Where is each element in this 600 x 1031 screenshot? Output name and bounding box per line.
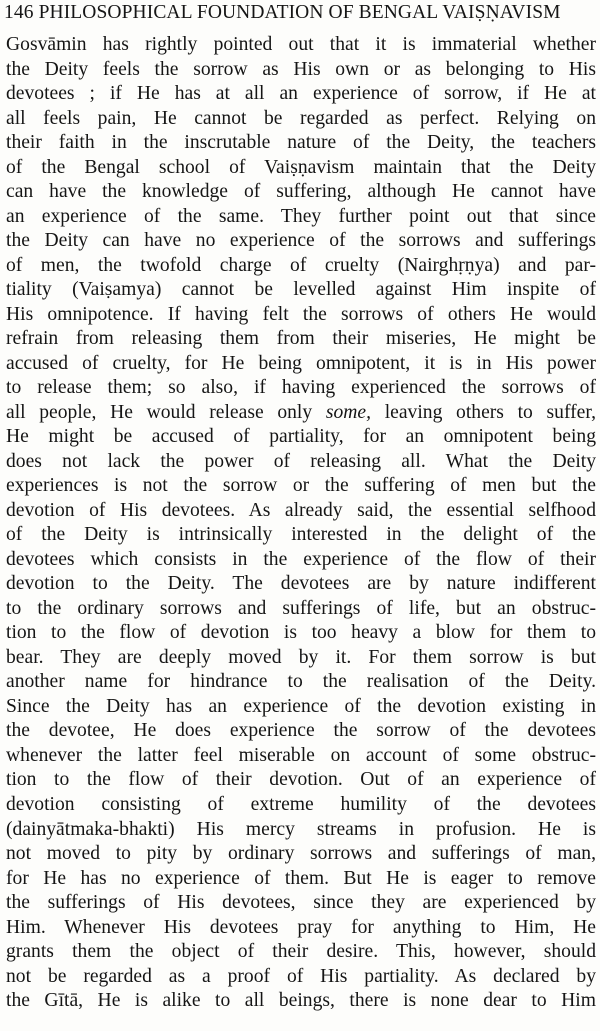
text-segment: tiality (Vaiṣamya) cannot be levelled against Him inspite of [6, 279, 596, 301]
text-line [6, 180, 596, 205]
text-line [6, 499, 596, 524]
text-segment: experiences is not the sorrow or the suffering of men but the [6, 475, 596, 497]
text-segment: whenever the latter feel miserable on account of some obstruc- [6, 744, 596, 766]
text-segment: Since the Deity has an experience of the devotion existing in [6, 695, 596, 717]
text-line [6, 695, 596, 720]
text-line [6, 818, 596, 843]
text-segment: devotees which consists in the experience of the flow of their [6, 548, 596, 570]
text-segment: the Deity feels the sorrow as His own or as belonging to His [6, 58, 596, 80]
text-segment: their faith in the inscrutable nature of the Deity, the teachers [6, 132, 596, 154]
text-segment: He might be accused of partiality, for an omnipotent being [6, 426, 596, 448]
text-line [6, 793, 596, 818]
text-line [6, 572, 596, 597]
text-segment: to the ordinary sorrows and sufferings of life, but an obstruc- [6, 597, 596, 619]
text-segment: the sufferings of His devotees, since they are experienced by [6, 892, 596, 914]
text-segment: devotion consisting of extreme humility of the devotees [6, 793, 596, 815]
text-line [6, 768, 596, 793]
text-segment: His omnipotence. If having felt the sorrows of others He would [6, 303, 596, 325]
text-segment: (dainyātmaka-bhakti) His mercy streams in profusion. He is [6, 818, 596, 840]
text-line [6, 597, 596, 622]
text-segment: of men, the twofold charge of cruelty (Nairghṛṇya) and par- [6, 254, 596, 276]
text-line [6, 156, 596, 181]
text-line [6, 916, 596, 941]
text-line [6, 229, 596, 254]
text-line [6, 107, 596, 132]
text-line [6, 719, 596, 744]
text-segment: tion to the flow of their devotion. Out of an experience of [6, 769, 596, 791]
text-segment: leaving others to suffer, [371, 401, 596, 423]
text-line [6, 352, 596, 377]
text-line [6, 401, 596, 426]
text-line [6, 327, 596, 352]
text-segment: Gosvāmin has rightly pointed out that it is immaterial whether [6, 34, 596, 55]
text-line [6, 989, 596, 1014]
text-segment: not moved to pity by ordinary sorrows and sufferings of man, [6, 843, 596, 865]
text-line [6, 33, 596, 58]
text-line [6, 82, 596, 107]
text-segment: does not lack the power of releasing all. What the Deity [6, 450, 596, 472]
text-line [6, 940, 596, 965]
text-line [6, 867, 596, 892]
text-segment: refrain from releasing them from their miseries, He might be [6, 328, 596, 350]
text-line [6, 646, 596, 671]
text-line [6, 254, 596, 279]
text-line [6, 744, 596, 769]
text-segment: devotion to the Deity. The devotees are by nature indifferent [6, 573, 596, 595]
running-title: PHILOSOPHICAL FOUNDATION OF BENGAL VAIṢṆAVISM [38, 2, 561, 23]
text-segment: bear. They are deeply moved by it. For them sorrow is but [6, 646, 596, 668]
running-head [4, 2, 596, 28]
text-line [6, 965, 596, 990]
text-line [6, 205, 596, 230]
text-segment: all feels pain, He cannot be regarded as perfect. Relying on [6, 107, 596, 129]
text-line [6, 425, 596, 450]
page-number: 146 [4, 2, 34, 23]
body-paragraph [6, 33, 596, 1014]
text-segment: another name for hindrance to the realisation of the Deity. [6, 671, 596, 693]
text-line [6, 670, 596, 695]
text-line [6, 376, 596, 401]
text-line [6, 621, 596, 646]
text-segment: the Gītā, He is alike to all beings, there is none dear to Him [6, 990, 596, 1012]
text-segment: of the Bengal school of Vaiṣṇavism maintain that the Deity [6, 156, 596, 178]
text-line [6, 278, 596, 303]
text-line [6, 303, 596, 328]
text-segment: the Deity can have no experience of the sorrows and sufferings [6, 230, 596, 252]
text-line [6, 548, 596, 573]
text-segment: an experience of the same. They further point out that since [6, 205, 596, 227]
text-segment: all people, He would release only [6, 401, 326, 423]
emphasis-text: some, [325, 401, 372, 423]
text-segment: devotion of His devotees. As already said, the essential selfhood [6, 499, 596, 521]
text-line [6, 474, 596, 499]
text-segment: devotees ; if He has at all an experience of sorrow, if He at [6, 83, 596, 105]
text-line [6, 842, 596, 867]
text-line [6, 450, 596, 475]
text-line [6, 58, 596, 83]
text-segment: the devotee, He does experience the sorrow of the devotees [6, 720, 596, 742]
text-segment: grants them the object of their desire. This, however, should [6, 941, 596, 963]
text-segment: Him. Whenever His devotees pray for anything to Him, He [6, 916, 596, 938]
text-line [6, 131, 596, 156]
text-segment: tion to the flow of devotion is too heavy a blow for them to [6, 622, 596, 644]
text-segment: not be regarded as a proof of His partiality. As declared by [6, 965, 596, 987]
text-segment: to release them; so also, if having experienced the sorrows of [6, 377, 596, 399]
text-segment: for He has no experience of them. But He is eager to remove [6, 867, 596, 889]
text-segment: accused of cruelty, for He being omnipotent, it is in His power [6, 352, 596, 374]
text-segment: can have the knowledge of suffering, although He cannot have [6, 181, 596, 203]
text-line [6, 891, 596, 916]
text-segment: of the Deity is intrinsically interested in the delight of the [6, 524, 596, 546]
text-line [6, 523, 596, 548]
